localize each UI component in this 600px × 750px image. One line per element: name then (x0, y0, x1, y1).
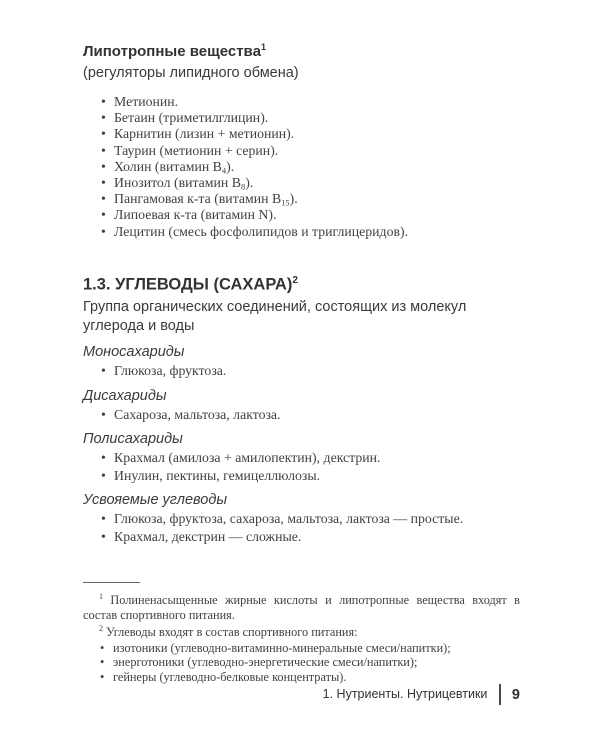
group-heading-disaccharides: Дисахариды (83, 387, 167, 404)
group-list-disaccharides (83, 406, 520, 424)
footnote-1-text: Полиненасыщенные жирные кислоты и липотропные вещества входят в состав спортивного питания. (83, 593, 520, 622)
list-item-text: Холин (витамин B (114, 158, 222, 174)
footnote-2 (83, 622, 520, 640)
list-item: • Глюкоза, фруктоза. (83, 362, 520, 380)
group-list-digestible-carbs (83, 510, 520, 545)
list-item: • Глюкоза, фруктоза, сахароза, мальтоза, лактоза — простые. (83, 510, 520, 528)
footnote-2-text: Углеводы входят в состав спортивного питания: (103, 625, 358, 640)
vitamin-subscript: 15 (281, 197, 290, 208)
list-item (83, 191, 520, 207)
list-item: • гейнеры (углеводно-белковые концентраты). (83, 670, 520, 684)
list-item-text: Лецитин (смесь фосфолипидов и триглицеридов). (114, 223, 409, 239)
footnotes-block (83, 582, 520, 684)
list-item-text: ). (289, 191, 298, 207)
list-item-text: Метионин. (114, 94, 179, 109)
list-item: • Сахароза, мальтоза, лактоза. (83, 406, 520, 424)
list-item (83, 207, 520, 223)
list-item (83, 110, 520, 126)
list-item-text: Пангамовая к-та (витамин B (114, 191, 282, 207)
footnote-divider (83, 582, 140, 583)
list-item: • Инулин, пектины, гемицеллюлозы. (83, 467, 520, 485)
vitamin-subscript: 8 (240, 181, 246, 192)
list-item-text: ). (245, 175, 254, 191)
list-item: • изотоники (углеводно-витаминно-минеральные смеси/напитки); (83, 641, 520, 655)
running-title: 1. Нутриенты. Нутрицевтики (322, 687, 488, 701)
group-heading-polysaccharides: Полисахариды (83, 431, 183, 448)
section-heading (83, 271, 520, 295)
list-item-text: Инозитол (витамин B (114, 175, 241, 191)
list-item: • Крахмал, декстрин — сложные. (83, 528, 520, 546)
list-item: • Крахмал (амилоза + амилопектин), декстрин. (83, 449, 520, 467)
list-item (83, 126, 520, 142)
page-number: 9 (511, 686, 520, 703)
list-item (83, 159, 520, 175)
section-heading-text: 1.3. УГЛЕВОДЫ (САХАРА) (83, 275, 293, 294)
lipotropic-title-text: Липотропные вещества (83, 43, 261, 60)
list-item (83, 94, 520, 110)
lipotropic-title (83, 38, 520, 61)
group-heading-monosaccharides: Моносахариды (83, 344, 185, 361)
group-heading-digestible-carbs: Усвояемые углеводы (83, 492, 228, 509)
group-list-monosaccharides (83, 362, 520, 380)
footnote-2-list (83, 641, 520, 684)
footnote-1-marker: 1 (99, 592, 103, 601)
list-item-text: ). (226, 158, 235, 174)
footnote-ref-1: 1 (260, 42, 266, 52)
list-item-text: Карнитин (лизин + метионин). (114, 126, 295, 142)
list-item-text: Бетаин (триметилглицин). (114, 110, 269, 126)
lipotropic-subtitle: (регуляторы липидного обмена) (83, 65, 299, 81)
footnote-2-marker: 2 (99, 624, 103, 634)
list-item: • энерготоники (углеводно-энергетические смеси/напитки); (83, 655, 520, 669)
group-list-polysaccharides (83, 449, 520, 484)
list-item (83, 224, 520, 240)
list-item (83, 143, 520, 159)
lipotropic-list (83, 94, 520, 240)
list-item-text: Таурин (метионин + серин). (114, 142, 279, 158)
page-footer (323, 684, 520, 705)
list-item (83, 175, 520, 191)
page-content (83, 38, 520, 545)
footnote-1 (83, 590, 520, 622)
section-description: Группа органических соединений, состоящих из молекул углерода и воды (83, 299, 467, 335)
footer-divider (499, 684, 501, 705)
footnote-ref-2: 2 (292, 274, 298, 286)
list-item-text: Липоевая к-та (витамин N). (114, 207, 277, 223)
vitamin-subscript: 4 (221, 165, 227, 176)
